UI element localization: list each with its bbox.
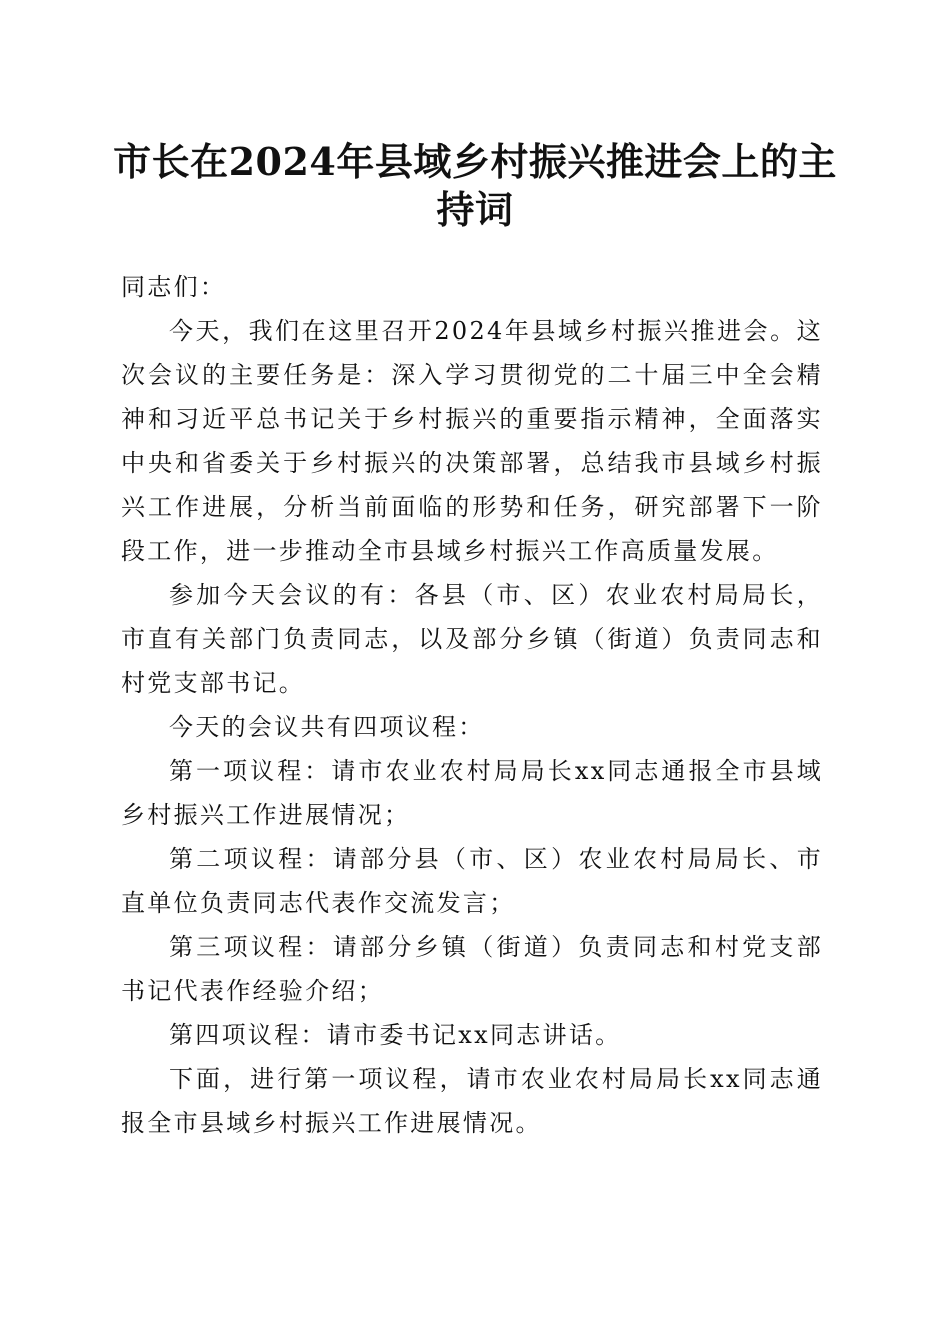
agenda-item-3: 第三项议程：请部分乡镇（街道）负责同志和村党支部书记代表作经验介绍； [121, 933, 823, 1005]
paragraph-opening: 今天，我们在这里召开2024年县域乡村振兴推进会。这次会议的主要任务是：深入学习贯彻党的二十届三中全会精神和习近平总书记关于乡村振兴的重要指示精神，全面落实中央和省委关于乡村振兴的决策部署，总结我市县域乡村振兴工作进展，分析当前面临的形势和任务，研究部署下一阶段工作，进一步推动全市县域乡村振兴工作高质量发展。 [121, 317, 823, 565]
agenda-item-4: 第四项议程：请市委书记xx同志讲话。 [169, 1021, 622, 1049]
document-body [121, 265, 823, 1145]
agenda-item-1: 第一项议程：请市农业农村局局长xx同志通报全市县域乡村振兴工作进展情况； [121, 757, 823, 829]
paragraph-proceed: 下面，进行第一项议程，请市农业农村局局长xx同志通报全市县域乡村振兴工作进展情况。 [121, 1065, 823, 1137]
document-title: 市长在2024年县域乡村振兴推进会上的主持词 [113, 139, 837, 232]
salutation: 同志们： [121, 273, 227, 301]
paragraph-agenda-intro: 今天的会议共有四项议程： [169, 713, 485, 741]
agenda-item-2: 第二项议程：请部分县（市、区）农业农村局局长、市直单位负责同志代表作交流发言； [121, 845, 823, 917]
paragraph-attendees: 参加今天会议的有：各县（市、区）农业农村局局长，市直有关部门负责同志，以及部分乡镇（街道）负责同志和村党支部书记。 [121, 581, 823, 697]
